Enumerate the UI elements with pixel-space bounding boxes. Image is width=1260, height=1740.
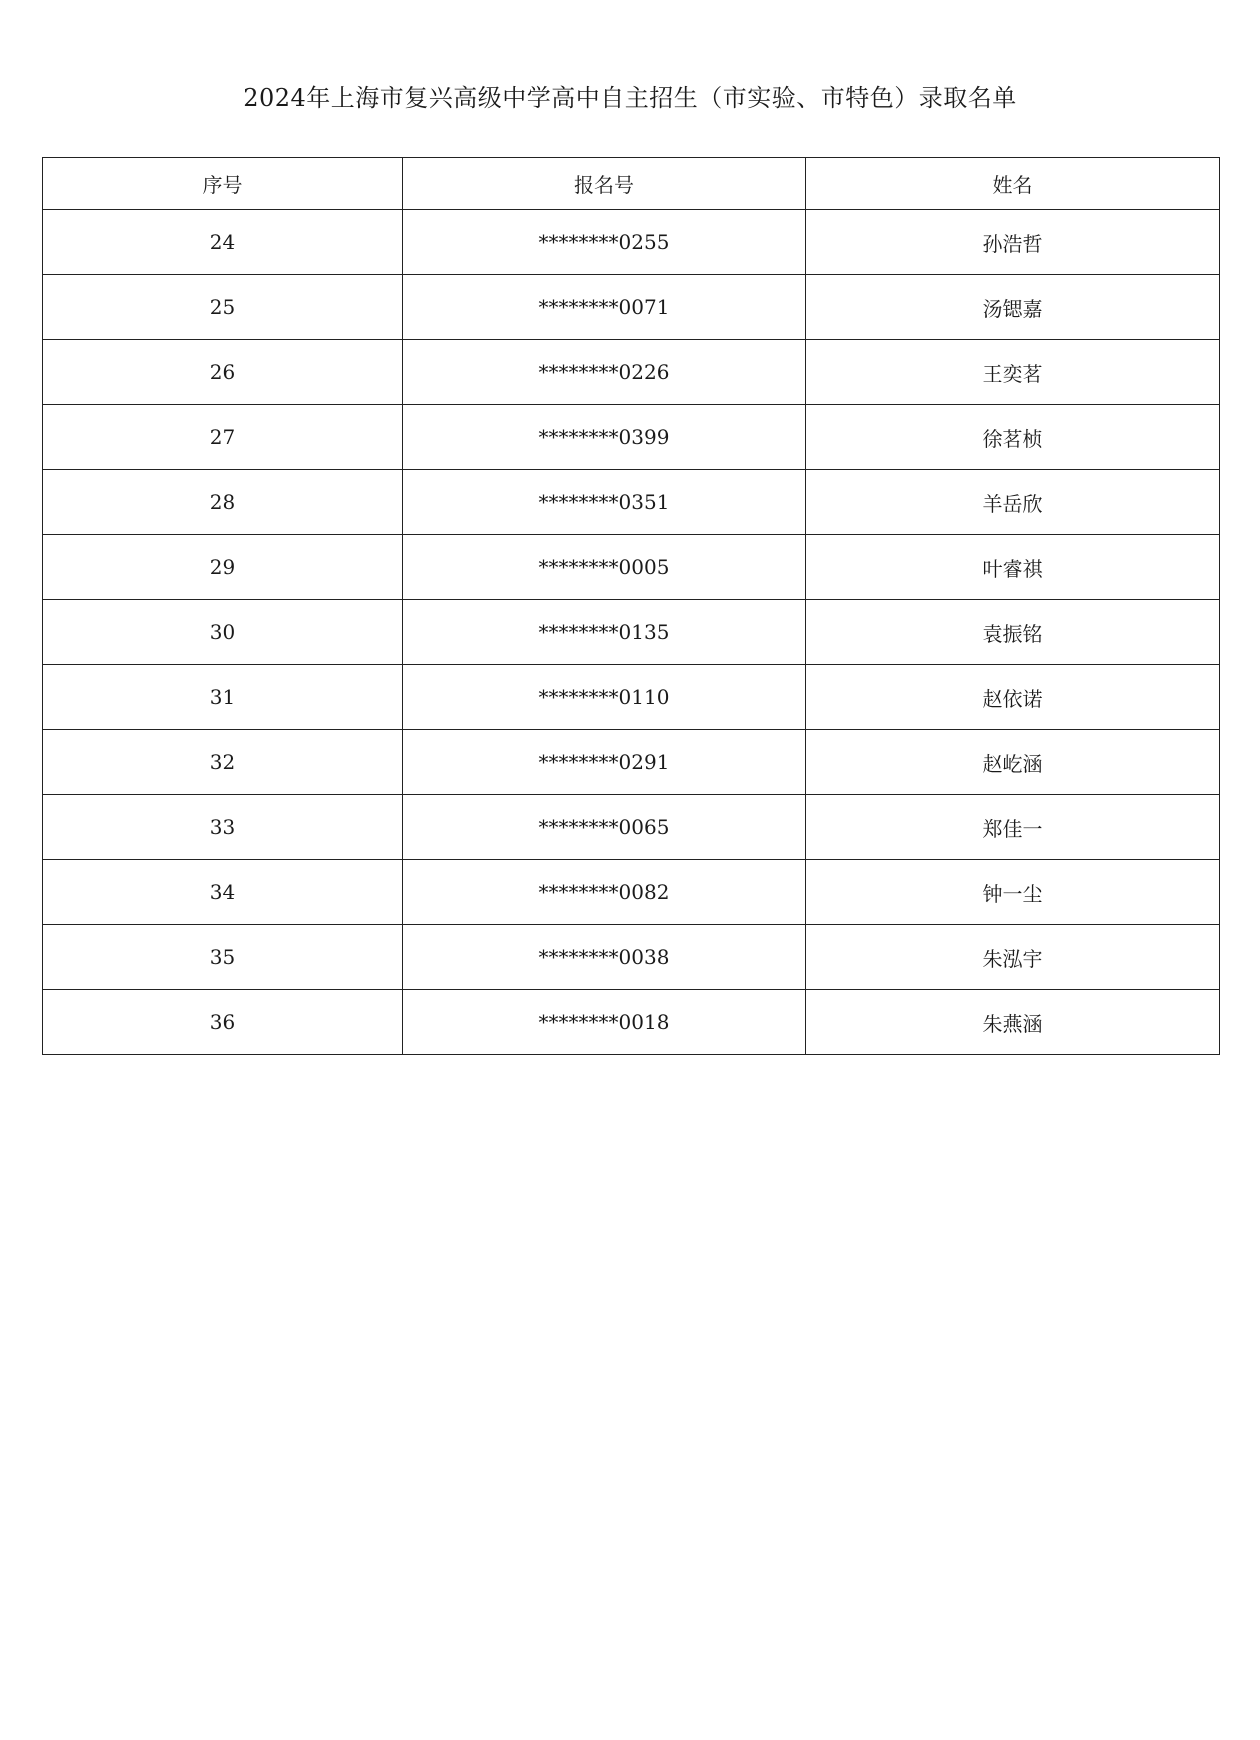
table-row [43,925,1220,990]
cell-seq: 30 [43,600,403,665]
cell-reg: ********0005 [403,535,806,600]
cell-seq: 25 [43,275,403,340]
cell-name: 赵依诺 [806,665,1220,730]
cell-name: 徐茗桢 [806,405,1220,470]
table-row [43,665,1220,730]
cell-name: 王奕茗 [806,340,1220,405]
admission-table [42,157,1220,1055]
cell-reg: ********0291 [403,730,806,795]
cell-name: 袁振铭 [806,600,1220,665]
cell-reg: ********0038 [403,925,806,990]
cell-seq: 35 [43,925,403,990]
cell-reg: ********0135 [403,600,806,665]
table-row [43,275,1220,340]
table-row [43,535,1220,600]
table-row [43,990,1220,1055]
cell-seq: 31 [43,665,403,730]
cell-reg: ********0071 [403,275,806,340]
cell-seq: 26 [43,340,403,405]
table-row [43,405,1220,470]
table-row [43,795,1220,860]
cell-seq: 33 [43,795,403,860]
table-row [43,730,1220,795]
cell-name: 朱燕涵 [806,990,1220,1055]
cell-reg: ********0065 [403,795,806,860]
cell-name: 叶睿祺 [806,535,1220,600]
cell-reg: ********0018 [403,990,806,1055]
column-header-seq: 序号 [43,158,403,210]
column-header-reg: 报名号 [403,158,806,210]
cell-seq: 24 [43,210,403,275]
cell-seq: 29 [43,535,403,600]
table-header-row [43,158,1220,210]
cell-name: 赵屹涵 [806,730,1220,795]
cell-seq: 28 [43,470,403,535]
cell-reg: ********0110 [403,665,806,730]
cell-reg: ********0255 [403,210,806,275]
cell-seq: 34 [43,860,403,925]
table-row [43,340,1220,405]
table-row [43,210,1220,275]
table-row [43,860,1220,925]
table-row [43,470,1220,535]
cell-reg: ********0226 [403,340,806,405]
cell-seq: 27 [43,405,403,470]
table-row [43,600,1220,665]
page-title: 2024年上海市复兴高级中学高中自主招生（市实验、市特色）录取名单 [243,84,1017,112]
cell-reg: ********0399 [403,405,806,470]
cell-name: 羊岳欣 [806,470,1220,535]
cell-name: 钟一尘 [806,860,1220,925]
cell-name: 郑佳一 [806,795,1220,860]
cell-reg: ********0351 [403,470,806,535]
cell-seq: 36 [43,990,403,1055]
cell-name: 朱泓宇 [806,925,1220,990]
cell-name: 孙浩哲 [806,210,1220,275]
column-header-name: 姓名 [806,158,1220,210]
cell-reg: ********0082 [403,860,806,925]
cell-seq: 32 [43,730,403,795]
cell-name: 汤锶嘉 [806,275,1220,340]
